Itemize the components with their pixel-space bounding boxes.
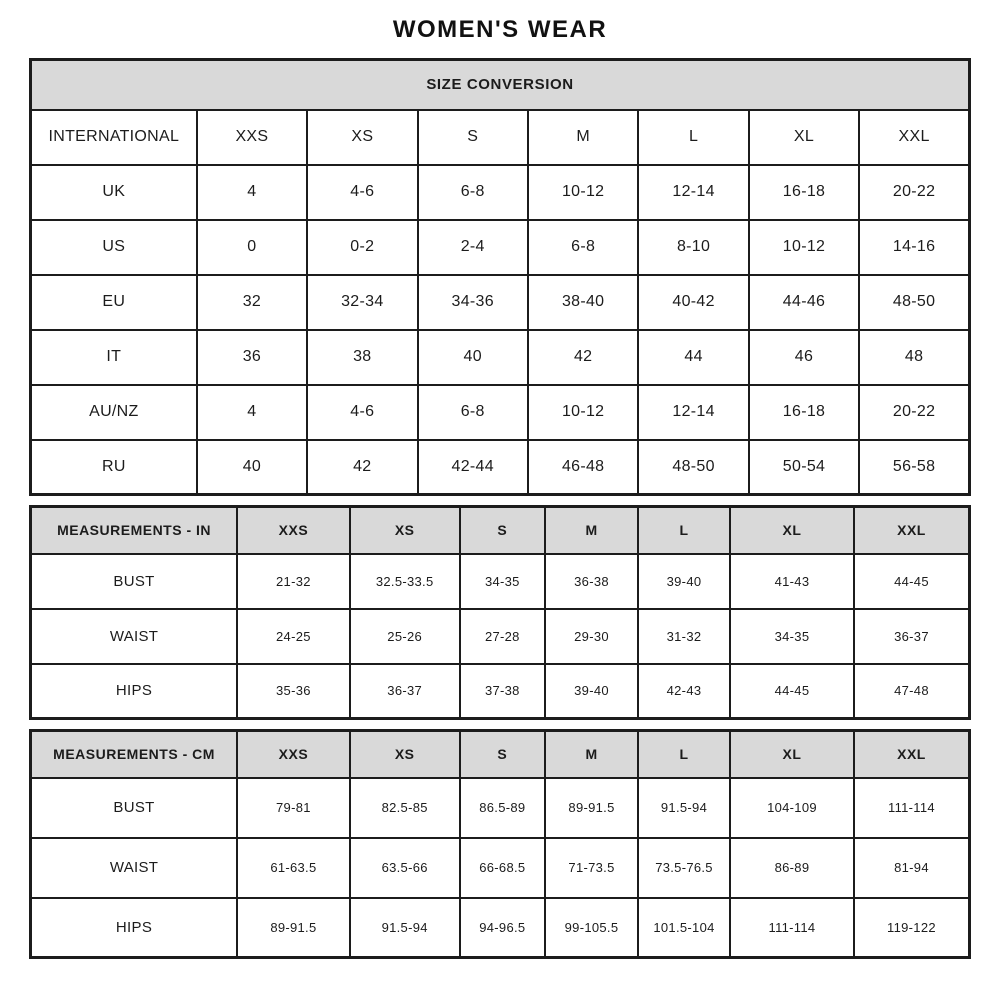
value-cell: 56-58: [859, 440, 969, 495]
value-cell: 4: [197, 385, 307, 440]
size_conversion-title-row: [31, 60, 970, 110]
measurements_cm-header-m: M: [545, 731, 638, 778]
value-cell: 44-45: [854, 554, 970, 609]
measurements-in-table: [29, 505, 971, 720]
measurements_in-row-waist: [31, 609, 970, 664]
value-cell: 0-2: [307, 220, 417, 275]
value-cell: 111-114: [730, 898, 854, 958]
size_conversion-title: SIZE CONVERSION: [31, 60, 970, 110]
value-cell: 39-40: [545, 664, 638, 719]
value-cell: 32: [197, 275, 307, 330]
value-cell: 50-54: [749, 440, 859, 495]
measurements_in-row-hips: [31, 664, 970, 719]
value-cell: 111-114: [854, 778, 970, 838]
value-cell: 35-36: [237, 664, 350, 719]
value-cell: 40-42: [638, 275, 748, 330]
row-label: AU/NZ: [31, 385, 197, 440]
value-cell: 6-8: [418, 165, 528, 220]
page-title: WOMEN'S WEAR: [392, 16, 608, 43]
size-conversion-table: [29, 58, 971, 496]
value-cell: 8-10: [638, 220, 748, 275]
value-cell: 36: [197, 330, 307, 385]
value-cell: 39-40: [638, 554, 730, 609]
value-cell: 82.5-85: [350, 778, 460, 838]
row-label: HIPS: [31, 898, 238, 958]
value-cell: 31-32: [638, 609, 730, 664]
value-cell: 14-16: [859, 220, 969, 275]
row-label: IT: [31, 330, 197, 385]
measurements_cm-header-xxs: XXS: [237, 731, 350, 778]
value-cell: 4-6: [307, 165, 417, 220]
value-cell: 89-91.5: [237, 898, 350, 958]
size_conversion-header-l: L: [638, 110, 748, 165]
value-cell: 42-44: [418, 440, 528, 495]
value-cell: 44: [638, 330, 748, 385]
value-cell: 86.5-89: [460, 778, 545, 838]
size_conversion-header-row: [31, 110, 970, 165]
row-label: EU: [31, 275, 197, 330]
measurements_cm-header-xs: XS: [350, 731, 460, 778]
value-cell: 16-18: [749, 165, 859, 220]
value-cell: 40: [418, 330, 528, 385]
value-cell: 89-91.5: [545, 778, 638, 838]
value-cell: 0: [197, 220, 307, 275]
size_conversion-row-us: [31, 220, 970, 275]
measurements_in-header-row: [31, 507, 970, 554]
value-cell: 44-46: [749, 275, 859, 330]
value-cell: 10-12: [528, 385, 638, 440]
size_conversion-row-eu: [31, 275, 970, 330]
value-cell: 21-32: [237, 554, 350, 609]
row-label: BUST: [31, 554, 238, 609]
measurements_cm-header-row: [31, 731, 970, 778]
row-label: BUST: [31, 778, 238, 838]
measurements_in-header-xxs: XXS: [237, 507, 350, 554]
value-cell: 34-35: [460, 554, 545, 609]
value-cell: 24-25: [237, 609, 350, 664]
measurements_in-header-label: MEASUREMENTS - IN: [31, 507, 238, 554]
value-cell: 79-81: [237, 778, 350, 838]
value-cell: 41-43: [730, 554, 854, 609]
value-cell: 44-45: [730, 664, 854, 719]
size_conversion-row-ru: [31, 440, 970, 495]
size_conversion-header-xxl: XXL: [859, 110, 969, 165]
value-cell: 37-38: [460, 664, 545, 719]
value-cell: 10-12: [749, 220, 859, 275]
row-label: UK: [31, 165, 197, 220]
value-cell: 71-73.5: [545, 838, 638, 898]
measurements_cm-header-s: S: [460, 731, 545, 778]
row-label: US: [31, 220, 197, 275]
value-cell: 94-96.5: [460, 898, 545, 958]
value-cell: 6-8: [528, 220, 638, 275]
value-cell: 16-18: [749, 385, 859, 440]
value-cell: 38-40: [528, 275, 638, 330]
measurements_cm-row-bust: [31, 778, 970, 838]
row-label: WAIST: [31, 838, 238, 898]
value-cell: 46: [749, 330, 859, 385]
size_conversion-row-au-nz: [31, 385, 970, 440]
value-cell: 46-48: [528, 440, 638, 495]
value-cell: 40: [197, 440, 307, 495]
value-cell: 48-50: [638, 440, 748, 495]
value-cell: 32-34: [307, 275, 417, 330]
measurements_in-header-xl: XL: [730, 507, 854, 554]
value-cell: 101.5-104: [638, 898, 730, 958]
value-cell: 63.5-66: [350, 838, 460, 898]
size_conversion-row-uk: [31, 165, 970, 220]
value-cell: 91.5-94: [350, 898, 460, 958]
measurements_cm-header-l: L: [638, 731, 730, 778]
measurements_cm-header-label: MEASUREMENTS - CM: [31, 731, 238, 778]
value-cell: 42: [528, 330, 638, 385]
size_conversion-header-m: M: [528, 110, 638, 165]
value-cell: 73.5-76.5: [638, 838, 730, 898]
measurements_in-header-xs: XS: [350, 507, 460, 554]
size_conversion-header-s: S: [418, 110, 528, 165]
measurements-cm-table: [29, 729, 971, 959]
value-cell: 34-35: [730, 609, 854, 664]
value-cell: 81-94: [854, 838, 970, 898]
measurements_in-header-m: M: [545, 507, 638, 554]
value-cell: 86-89: [730, 838, 854, 898]
row-label: WAIST: [31, 609, 238, 664]
value-cell: 48-50: [859, 275, 969, 330]
value-cell: 20-22: [859, 165, 969, 220]
measurements_in-header-s: S: [460, 507, 545, 554]
value-cell: 12-14: [638, 165, 748, 220]
value-cell: 48: [859, 330, 969, 385]
value-cell: 42-43: [638, 664, 730, 719]
value-cell: 2-4: [418, 220, 528, 275]
row-label: HIPS: [31, 664, 238, 719]
value-cell: 119-122: [854, 898, 970, 958]
value-cell: 29-30: [545, 609, 638, 664]
measurements_cm-header-xl: XL: [730, 731, 854, 778]
size_conversion-header-xs: XS: [307, 110, 417, 165]
measurements_cm-row-hips: [31, 898, 970, 958]
value-cell: 99-105.5: [545, 898, 638, 958]
measurements_in-header-l: L: [638, 507, 730, 554]
value-cell: 61-63.5: [237, 838, 350, 898]
value-cell: 32.5-33.5: [350, 554, 460, 609]
value-cell: 42: [307, 440, 417, 495]
size_conversion-header-xl: XL: [749, 110, 859, 165]
row-label: RU: [31, 440, 197, 495]
measurements_in-header-xxl: XXL: [854, 507, 970, 554]
size_conversion-header-label: INTERNATIONAL: [31, 110, 197, 165]
value-cell: 34-36: [418, 275, 528, 330]
value-cell: 36-37: [854, 609, 970, 664]
value-cell: 10-12: [528, 165, 638, 220]
size_conversion-row-it: [31, 330, 970, 385]
measurements_in-row-bust: [31, 554, 970, 609]
value-cell: 25-26: [350, 609, 460, 664]
size_conversion-header-xxs: XXS: [197, 110, 307, 165]
value-cell: 91.5-94: [638, 778, 730, 838]
value-cell: 12-14: [638, 385, 748, 440]
value-cell: 27-28: [460, 609, 545, 664]
value-cell: 4-6: [307, 385, 417, 440]
value-cell: 36-37: [350, 664, 460, 719]
value-cell: 38: [307, 330, 417, 385]
value-cell: 4: [197, 165, 307, 220]
value-cell: 47-48: [854, 664, 970, 719]
value-cell: 36-38: [545, 554, 638, 609]
measurements_cm-row-waist: [31, 838, 970, 898]
value-cell: 6-8: [418, 385, 528, 440]
measurements_cm-header-xxl: XXL: [854, 731, 970, 778]
value-cell: 66-68.5: [460, 838, 545, 898]
value-cell: 20-22: [859, 385, 969, 440]
value-cell: 104-109: [730, 778, 854, 838]
